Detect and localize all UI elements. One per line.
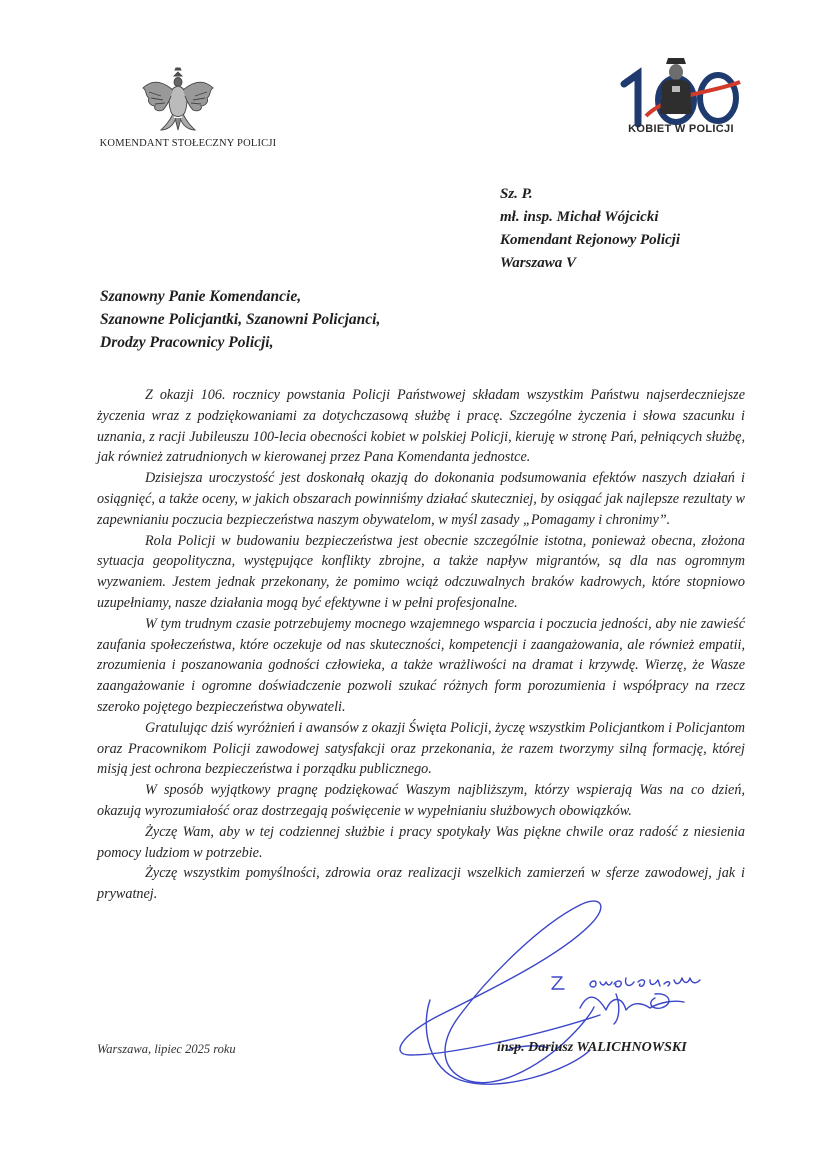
salutation-line: Szanowny Panie Komendancie, [100,288,302,305]
policewoman-figure-icon [660,58,692,114]
addressee-position: Komendant Rejonowy Policji [500,232,681,248]
body-paragraph: Z okazji 106. rocznicy powstania Policji Państwowej składam wszystkim Państwu najserdeczniejsze życzenia wraz z podziękowaniami za dotychczasową służbę i pracę. Szczególne życzenia i słowa szacunku i uznania, z racji Jubileuszu 100-lecia obecności kobiet w polskiej Policji, kieruję w stronę Pań, pełniących służbę, jak również zatrudnionych w kierowanej przez Pana Komendanta jednostce. [97,387,745,466]
place-and-date: Warszawa, lipiec 2025 roku [97,1042,236,1056]
body-paragraph: Życzę Wam, aby w tej codziennej służbie i pracy spotykały Was piękne chwile oraz radość z niesienia pomocy ludziom w potrzebie. [97,823,745,861]
body-paragraph: W sposób wyjątkowy pragnę podziękować Waszym najbliższym, którzy wspierają Was na co dzień, okazują wyrozumiałość oraz dostrzegają poświęcenie w wypełnianiu służbowych obowiązków. [97,782,745,819]
body-paragraph: Dzisiejsza uroczystość jest doskonałą okazją do dokonania podsumowania efektów naszych działań i osiągnięć, a także oceny, w jakich obszarach powinniśmy działać skuteczniej, by osiągać jak najlepsze rezultaty w zapewnianiu poczucia bezpieczeństwa naszym obywatelom, w myśl zasady „Pomagamy i chronimy”. [97,470,745,528]
salutation-line: Drodzy Pracownicy Policji, [100,334,274,351]
body-paragraph: Gratulując dziś wyróżnień i awansów z okazji Święta Policji, życzę wszystkim Policjantkom i Policjantom oraz Pracownikom Policji zawodowej satysfakcji oraz przekonania, że razem tworzymy silną formację, której misją jest ochrona bezpieczeństwa i porządku publicznego. [97,719,745,778]
addressee-name: mł. insp. Michał Wójcicki [500,209,659,225]
addressee-unit: Warszawa V [500,255,576,271]
letter-body [97,385,745,905]
addressee-block [500,183,680,275]
salutation-block [100,285,380,354]
body-paragraph: W tym trudnym czasie potrzebujemy mocnego wzajemnego wsparcia i poczucia jedności, aby nie zawieść zaufania społeczeństwa, które oczekuje od nas skuteczności, kompetencji i zaangażowania, ale również empatii, zrozumienia i poszanowania godności człowieka, a także wrażliwości na dramat i krzywdę. Wierzę, że Wasze zaangażowanie i ogromne doświadczenie pozwoli szukać różnych form porozumienia i współpracy na rzecz szeroko pojętego bezpieczeństwa obywateli. [97,615,745,715]
body-paragraph: Rola Policji w budowaniu bezpieczeństwa jest obecnie szczególnie istotna, ponieważ obecna, złożona sytuacja geopolityczna, występujące konflikty zbrojne, a także napływ migrantów, są dla nas ogromnym wyzwaniem. Jestem jednak przekonany, że pomimo wciąż odczuwalnych braków kadrowych, które stopniowo uzupełniamy, nasze działania mogą być efektywne i w pełni profesjonalne. [97,532,745,611]
addressee-title: Sz. P. [500,186,533,202]
body-paragraph: Życzę wszystkim pomyślności, zdrowia oraz realizacji wszelkich zamierzeń w sferze zawodowej, jak i prywatnej. [97,865,745,903]
polish-eagle-emblem-icon [139,66,217,138]
logo-caption: KOBIET W POLICJI [628,123,734,135]
salutation-line: Szanowne Policjantki, Szanowni Policjanci, [100,311,381,328]
signatory-name: insp. Dariusz WALICHNOWSKI [497,1040,687,1055]
signature-note-strokes [552,977,700,989]
issuer-title: KOMENDANT STOŁECZNY POLICJI [99,138,277,149]
